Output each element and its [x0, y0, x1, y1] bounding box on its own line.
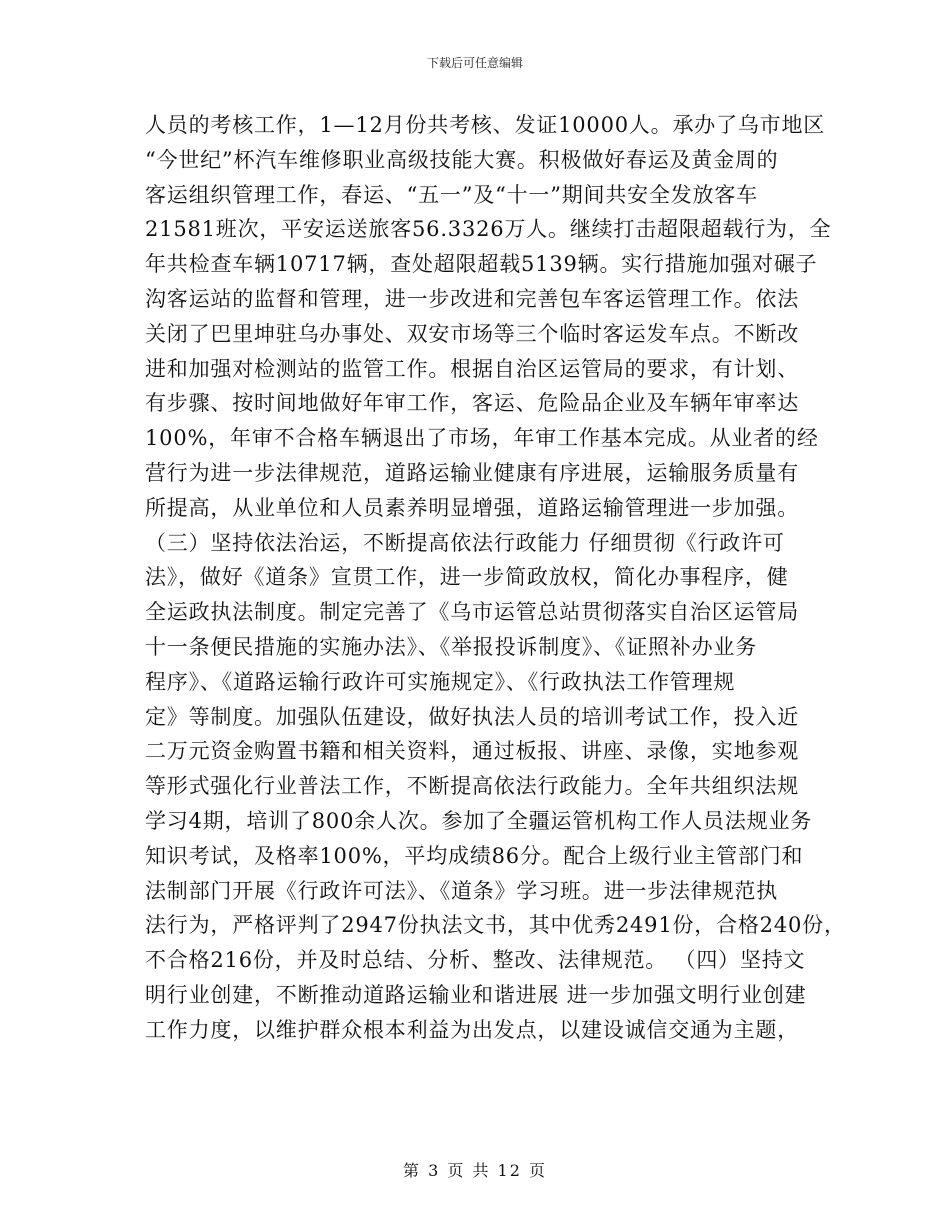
text-line: 进和加强对检测站的监管工作。根据自治区运管局的要求，有计划、 [145, 356, 799, 381]
text-line: 法》，做好《道条》宣贯工作，进一步简政放权，简化办事程序，健 [145, 565, 789, 590]
text-line: （三）坚持依法治运，不断提高依法行政能力 仔细贯彻《行政许可 [145, 530, 785, 555]
text-line: 客运组织管理工作，春运、“五一”及“十一”期间共安全发放客车 [145, 182, 758, 207]
text-line: 程序》、《道路运输行政许可实施规定》、《行政执法工作管理规 [145, 669, 736, 694]
text-line: 所提高，从业单位和人员素养明显增强，道路运输管理进一步加强。 [145, 495, 799, 520]
text-line: “今世纪”杯汽车维修职业高级技能大赛。积极做好春运及黄金周的 [145, 147, 779, 172]
text-line: 年共检查车辆10717辆，查处超限超载5139辆。实行措施加强对碾子 [145, 252, 818, 277]
page-footer: 第 3 页 共 12 页 [403, 1161, 547, 1180]
text-line: 沟客运站的监督和管理，进一步改进和完善包车客运管理工作。依法 [145, 286, 799, 311]
text-line: 学习4期，培训了800余人次。参加了全疆运管机构工作人员法规业务 [145, 808, 813, 833]
text-line: 等形式强化行业普法工作，不断提高依法行政能力。全年共组织法规 [145, 774, 799, 799]
text-line: 21581班次，平安运送旅客56.3326万人。继续打击超限超载行为，全 [145, 217, 832, 242]
text-line: 定》等制度。加强队伍建设，做好执法人员的培训考试工作，投入近 [145, 704, 799, 729]
text-line: 有步骤、按时间地做好年审工作，客运、危险品企业及车辆年审率达 [145, 391, 799, 416]
text-line: 营行为进一步法律规范，道路运输业健康有序进展，运输服务质量有 [145, 460, 799, 485]
text-line: 不合格216份，并及时总结、分析、整改、法律规范。 （四）坚持文 [145, 948, 806, 973]
text-line: 十一条便民措施的实施办法》、《举报投诉制度》、《证照补办业务 [145, 634, 757, 659]
text-line: 100%，年审不合格车辆退出了市场，年审工作基本完成。从业者的经 [145, 426, 819, 451]
text-line: 工作力度，以维护群众根本利益为出发点，以建设诚信交通为主题， [145, 1017, 799, 1042]
text-line: 二万元资金购置书籍和相关资料，通过板报、讲座、录像，实地参观 [145, 739, 799, 764]
page-header: 下载后可任意编辑 [426, 56, 523, 70]
text-line: 全运政执法制度。制定完善了《乌市运管总站贯彻落实自治区运管局 [145, 600, 799, 625]
body-text [145, 108, 845, 1048]
text-line: 关闭了巴里坤驻乌办事处、双安市场等三个临时客运发车点。不断改 [145, 321, 799, 346]
text-line: 明行业创建，不断推动道路运输业和谐进展 进一步加强文明行业创建 [145, 982, 807, 1007]
text-line: 法行为，严格评判了2947份执法文书，其中优秀2491份，合格240份， [145, 913, 846, 938]
text-line: 人员的考核工作，1—12月份共考核、发证10000人。承办了乌市地区 [145, 113, 826, 137]
text-line: 知识考试，及格率100%，平均成绩86分。配合上级行业主管部门和 [145, 843, 804, 868]
text-line: 法制部门开展《行政许可法》、《道条》学习班。进一步法律规范执 [145, 878, 778, 903]
